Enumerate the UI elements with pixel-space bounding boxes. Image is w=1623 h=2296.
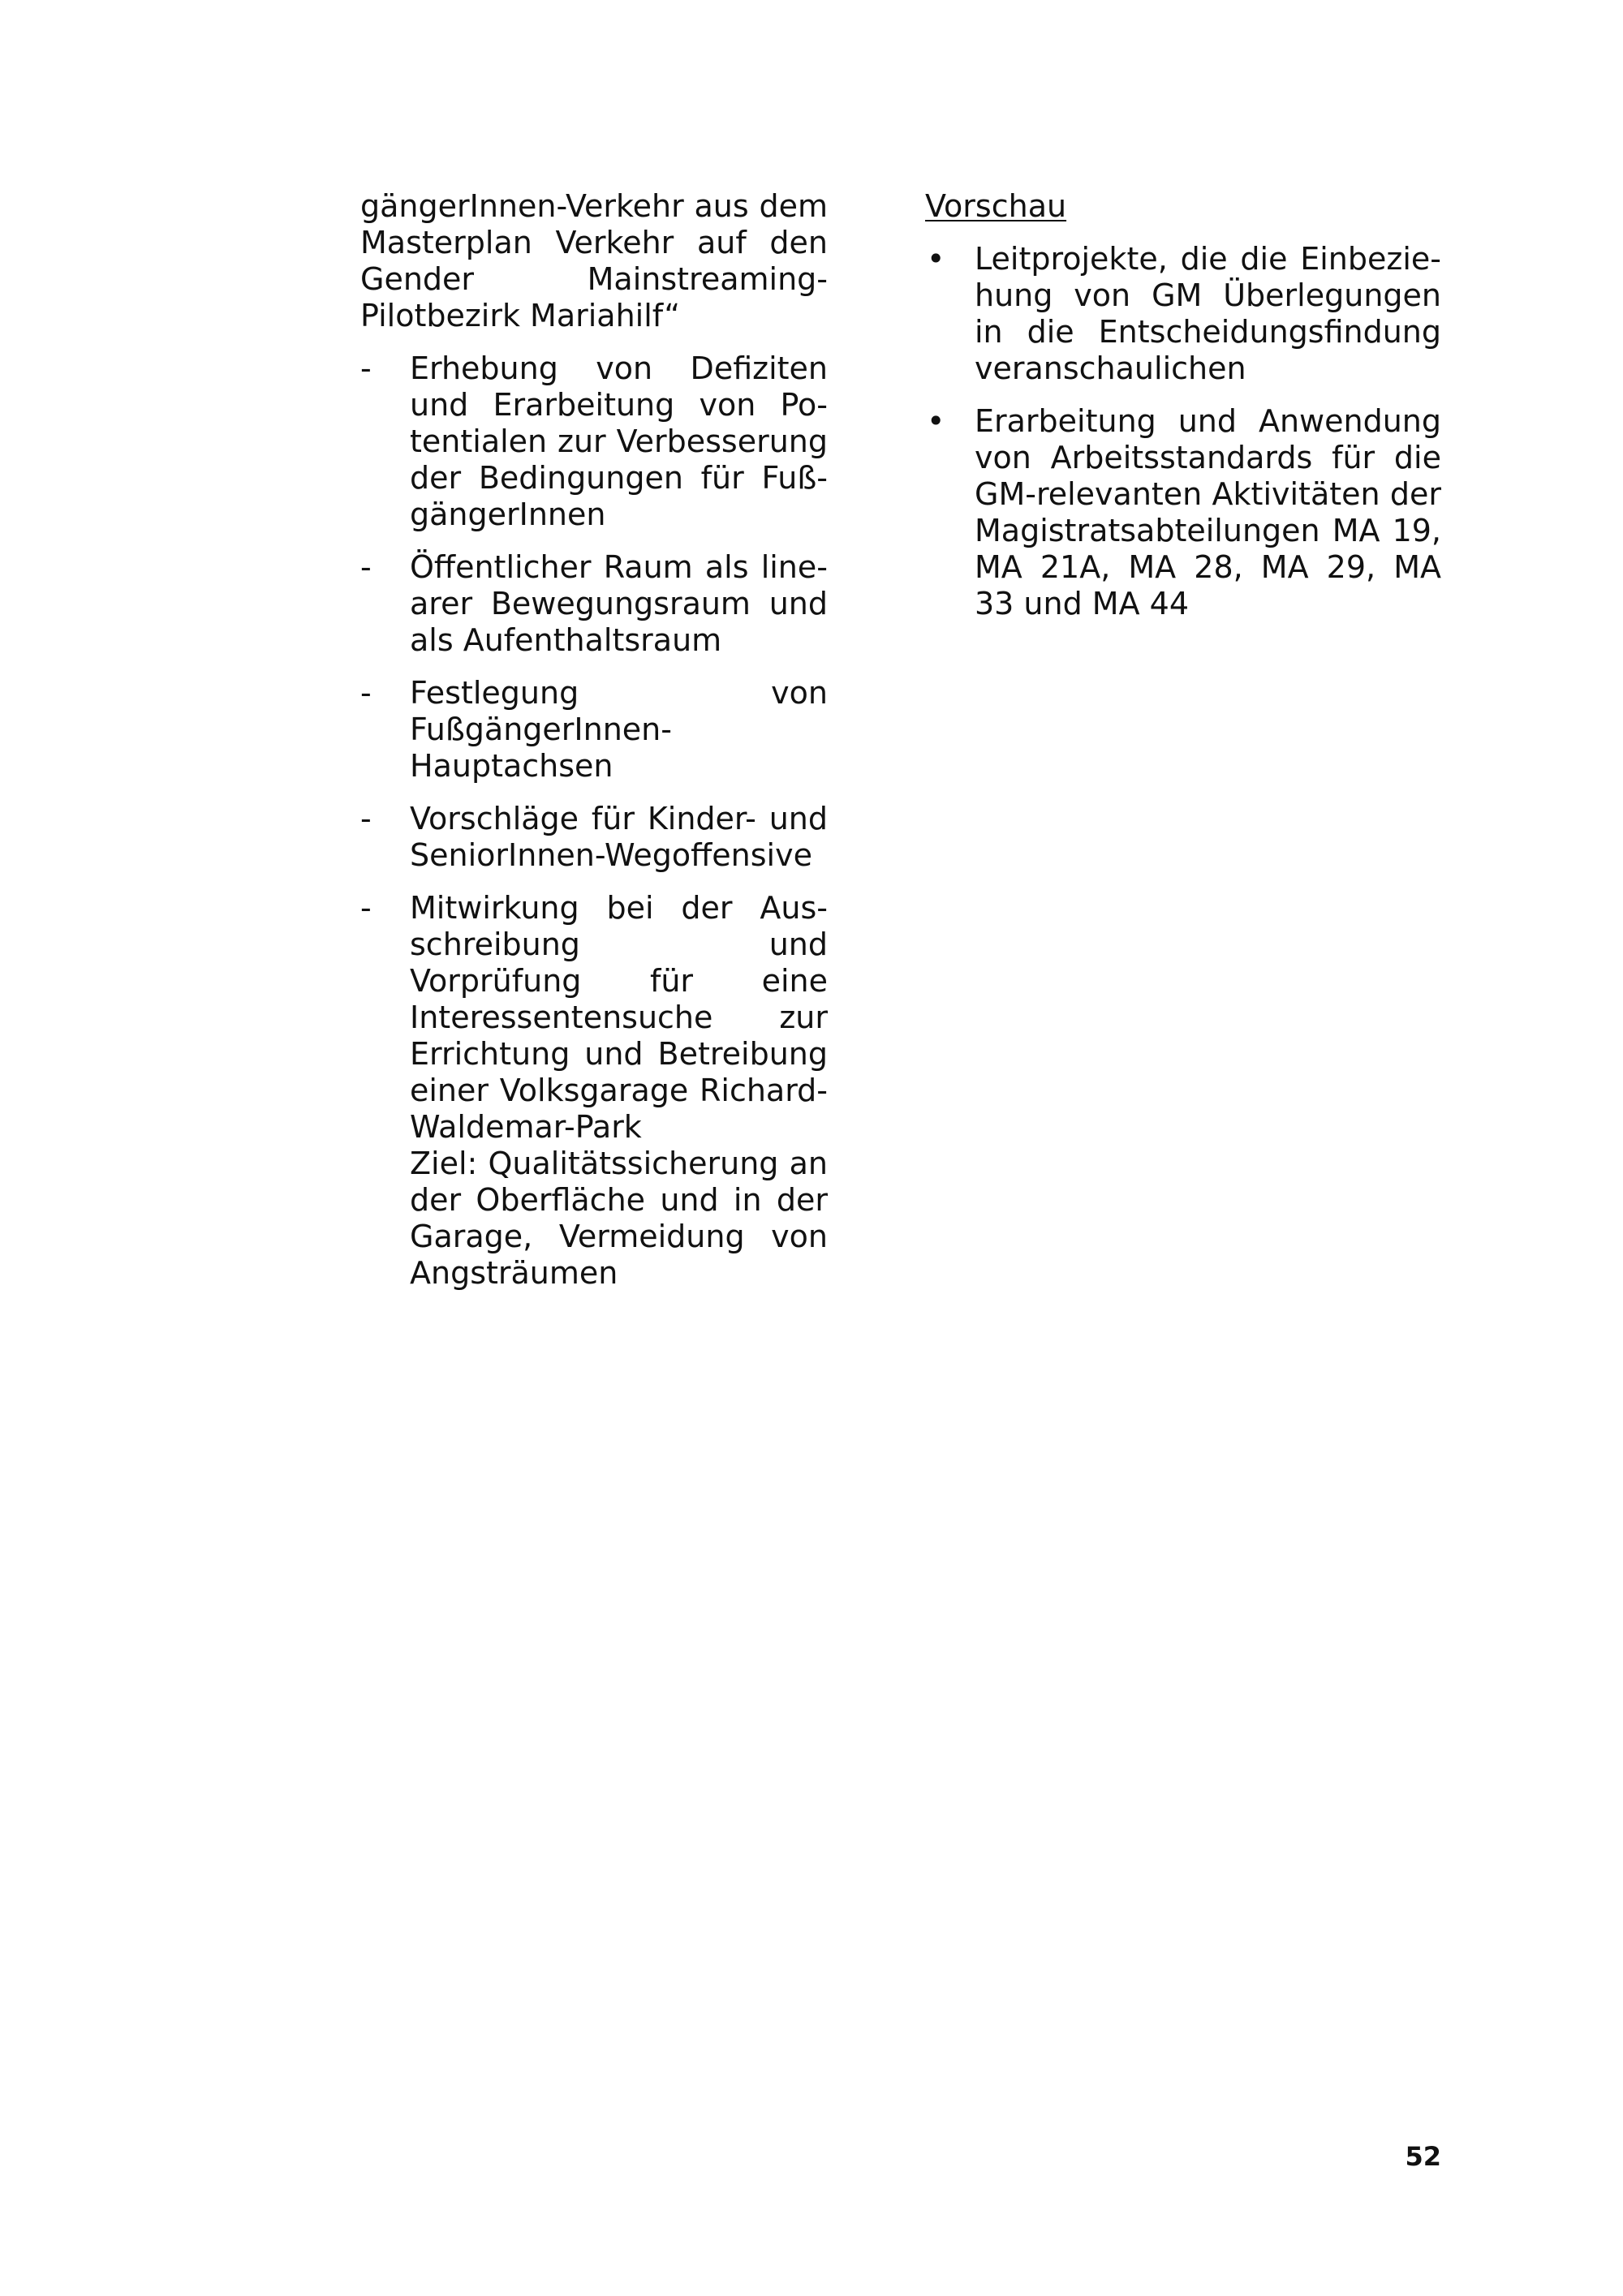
list-item-text: Festlegung von FußgängerInnen-Hauptachsen: [410, 675, 828, 784]
section-heading: Vorschau: [925, 188, 1067, 224]
right-column: [925, 188, 1441, 638]
list-item-text: Erarbeitung und Anwendung von Arbeitsstandards für die GM-relevanten Aktivitäten der Magistratsabteilungen MA 19, MA 21A, MA 28, MA 29, MA 33 und MA 44: [975, 403, 1441, 621]
bullet-marker: •: [927, 241, 945, 277]
list-item: [925, 403, 1441, 622]
bullet-marker: •: [927, 403, 945, 439]
left-column: [360, 188, 828, 1308]
intro-paragraph: gängerInnen-Verkehr aus dem Masterplan Verkehr auf den Gender Mainstreaming-Pilotbezirk Mariahilf“: [360, 188, 828, 333]
list-item: [360, 675, 828, 785]
list-item-text: Öffentlicher Raum als linearer Bewegungsraum und als Aufenthaltsraum: [410, 549, 828, 658]
dash-marker: -: [360, 549, 372, 585]
list-item: [360, 890, 828, 1292]
dash-marker: -: [360, 890, 372, 926]
goal-text: Ziel: Qualitätssicherung an der Oberfläche und in der Garage, Vermeidung von Angsträumen: [410, 1146, 828, 1291]
page-number: 52: [1405, 2141, 1441, 2172]
list-item-text: Erhebung von Defiziten und Erarbeitung von Potentialen zur Verbesserung der Bedingungen für FußgängerInnen: [410, 350, 828, 532]
dash-marker: -: [360, 675, 372, 711]
dash-marker: -: [360, 801, 372, 836]
bullet-list: [925, 241, 1441, 622]
dash-marker: -: [360, 350, 372, 386]
list-item-text: Vorschläge für Kinder- und SeniorInnen-Wegoffensive: [410, 801, 828, 873]
list-item: [360, 549, 828, 659]
list-item-text: Leitprojekte, die die Einbeziehung von GM Überlegungen in die Entscheidungsfindung veranschaulichen: [975, 241, 1441, 386]
list-item: [925, 241, 1441, 387]
list-item-text: Mitwirkung bei der Ausschreibung und Vorprüfung für eine Interessentensuche zur Errichtung und Betreibung einer Volksgarage Richard-Waldemar-Park: [410, 890, 828, 1145]
list-item: [360, 801, 828, 874]
dash-list: [360, 350, 828, 1292]
list-item: [360, 350, 828, 533]
